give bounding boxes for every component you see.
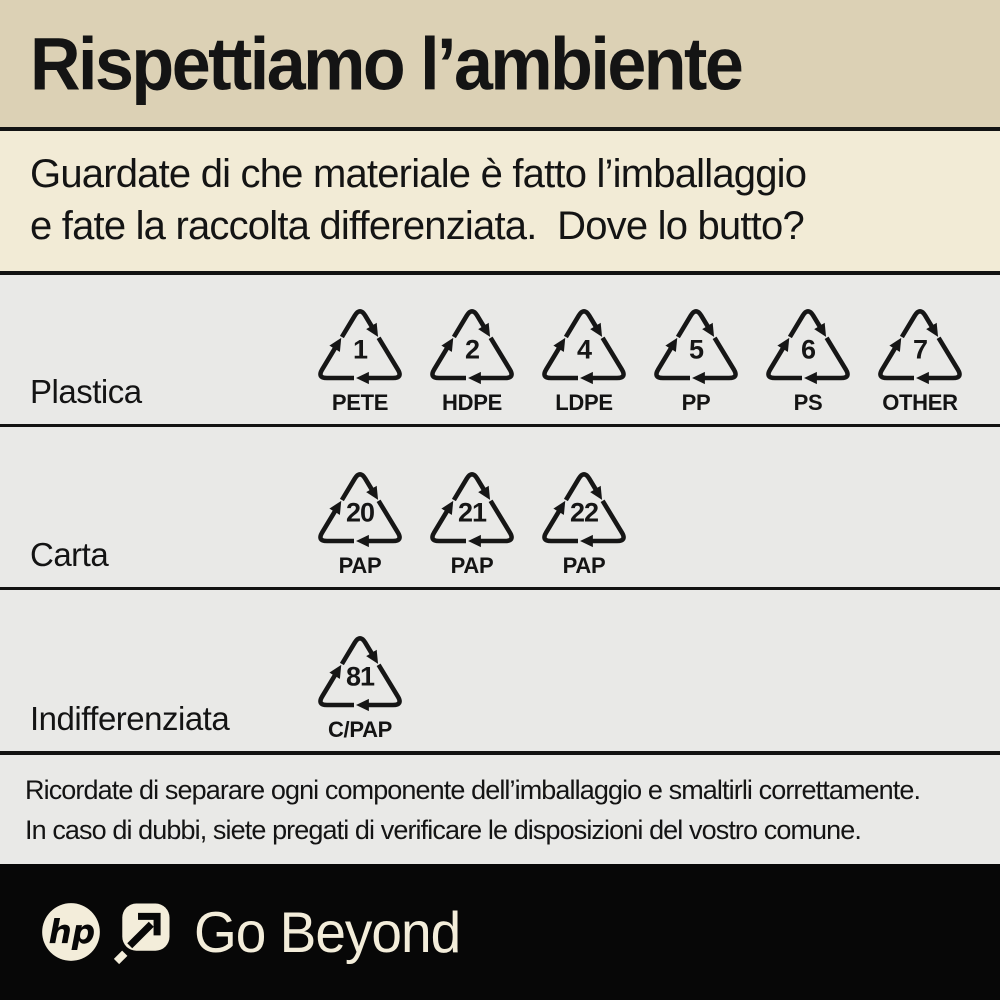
intro-line-1: Guardate di che materiale è fatto l’imballaggio	[30, 152, 807, 196]
recycling-symbol-pp	[646, 300, 746, 416]
material-code: 6	[800, 334, 816, 365]
recycling-symbol-pap-22	[534, 463, 634, 579]
footer-note	[0, 755, 1000, 864]
material-code: 4	[576, 334, 592, 365]
hp-logo-icon	[40, 901, 102, 963]
material-row-plastica	[0, 275, 1000, 424]
intro-band	[0, 131, 1000, 271]
page-title: Rispettiamo l’ambiente	[30, 22, 742, 105]
brand-tagline: Go Beyond	[194, 899, 461, 965]
footer-note-line-2: In caso di dubbi, siete pregati di verificare le disposizioni del vostro comune.	[25, 815, 861, 845]
category-label-plastica: Plastica	[30, 373, 142, 410]
intro-line-2: e fate la raccolta differenziata. Dove lo butto?	[30, 204, 804, 248]
material-label: PS	[793, 390, 823, 415]
material-code: 22	[569, 497, 599, 528]
material-label: C/PAP	[327, 717, 393, 742]
footer-note-line-1: Ricordate di separare ogni componente dell’imballaggio e smaltirli correttamente.	[25, 775, 921, 805]
material-label: OTHER	[882, 390, 958, 415]
material-label: PP	[681, 390, 711, 415]
recycling-symbol-cpap-81	[310, 627, 410, 743]
recycling-symbol-ps	[758, 300, 858, 416]
category-label-carta: Carta	[30, 536, 109, 573]
material-code: 5	[688, 334, 704, 365]
material-label: PETE	[331, 390, 389, 415]
material-label: HDPE	[442, 390, 502, 415]
title-band	[0, 0, 1000, 127]
material-code: 1	[352, 334, 368, 365]
hp-logo-text: hp	[48, 913, 96, 952]
recycling-symbol-pete	[310, 300, 410, 416]
material-code: 20	[345, 497, 375, 528]
material-code: 21	[457, 497, 487, 528]
material-row-carta	[0, 427, 1000, 587]
material-label: PAP	[562, 553, 606, 578]
material-row-indifferenziata	[0, 590, 1000, 751]
recycling-symbol-ldpe	[534, 300, 634, 416]
material-code: 81	[345, 661, 375, 692]
recycling-symbol-hdpe	[422, 300, 522, 416]
material-code: 7	[912, 334, 928, 365]
recycling-symbol-pap-21	[422, 463, 522, 579]
arrow-up-right-icon	[114, 900, 172, 965]
material-label: LDPE	[555, 390, 613, 415]
symbol-cells	[0, 300, 970, 424]
brand-bar	[0, 864, 1000, 1000]
material-code: 2	[464, 334, 480, 365]
recycling-symbol-other	[870, 300, 970, 416]
recycling-symbol-pap-20	[310, 463, 410, 579]
material-label: PAP	[338, 553, 382, 578]
category-label-indifferenziata: Indifferenziata	[30, 700, 230, 737]
material-label: PAP	[450, 553, 494, 578]
